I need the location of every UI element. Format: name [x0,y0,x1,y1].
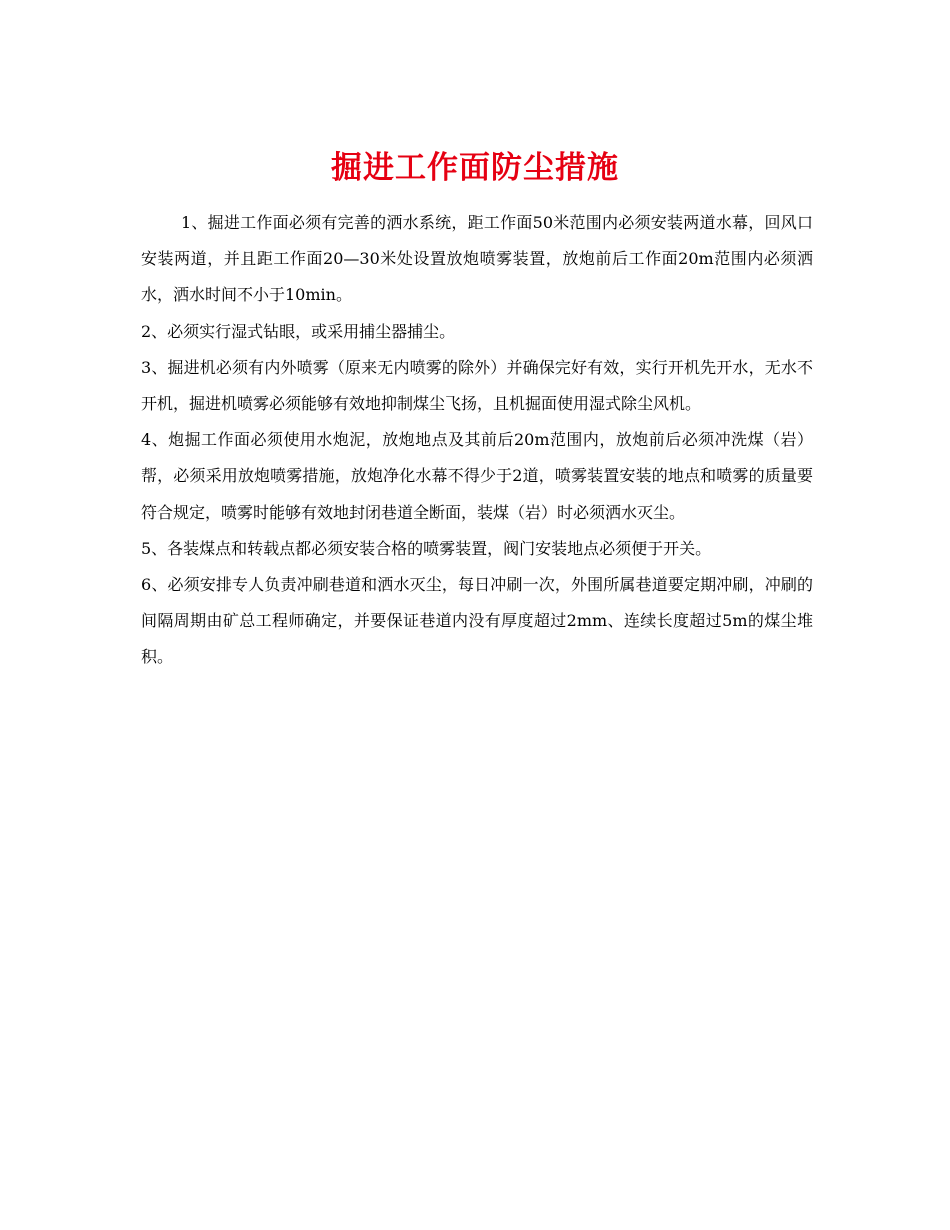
paragraph-1: 1、掘进工作面必须有完善的洒水系统，距工作面50米范围内必须安装两道水幕，回风口安装两道，并且距工作面20—30米处设置放炮喷雾装置，放炮前后工作面20m范围内必须洒水，洒水时间不小于10min。 [141,213,813,305]
paragraph-4: 4、炮掘工作面必须使用水炮泥，放炮地点及其前后20m范围内，放炮前后必须冲洗煤（岩）帮，必须采用放炮喷雾措施，放炮净化水幕不得少于2道，喷雾装置安装的地点和喷雾的质量要符合规定，喷雾时能够有效地封闭巷道全断面，装煤（岩）时必须洒水灭尘。 [141,430,813,522]
paragraph-3: 3、掘进机必须有内外喷雾（原来无内喷雾的除外）并确保完好有效，实行开机先开水，无水不开机，掘进机喷雾必须能够有效地抑制煤尘飞扬，且机掘面使用湿式除尘风机。 [141,357,813,414]
paragraph-2: 2、必须实行湿式钻眼，或采用捕尘器捕尘。 [141,321,456,341]
document-title: 掘进工作面防尘措施 [331,149,619,186]
document-body [141,205,813,676]
paragraph-6: 6、必须安排专人负责冲刷巷道和洒水灭尘，每日冲刷一次，外围所属巷道要定期冲刷，冲刷的间隔周期由矿总工程师确定，并要保证巷道内没有厚度超过2mm、连续长度超过5m的煤尘堆积。 [141,575,813,667]
paragraph-5: 5、各装煤点和转载点都必须安装合格的喷雾装置，阀门安装地点必须便于开关。 [141,538,712,558]
